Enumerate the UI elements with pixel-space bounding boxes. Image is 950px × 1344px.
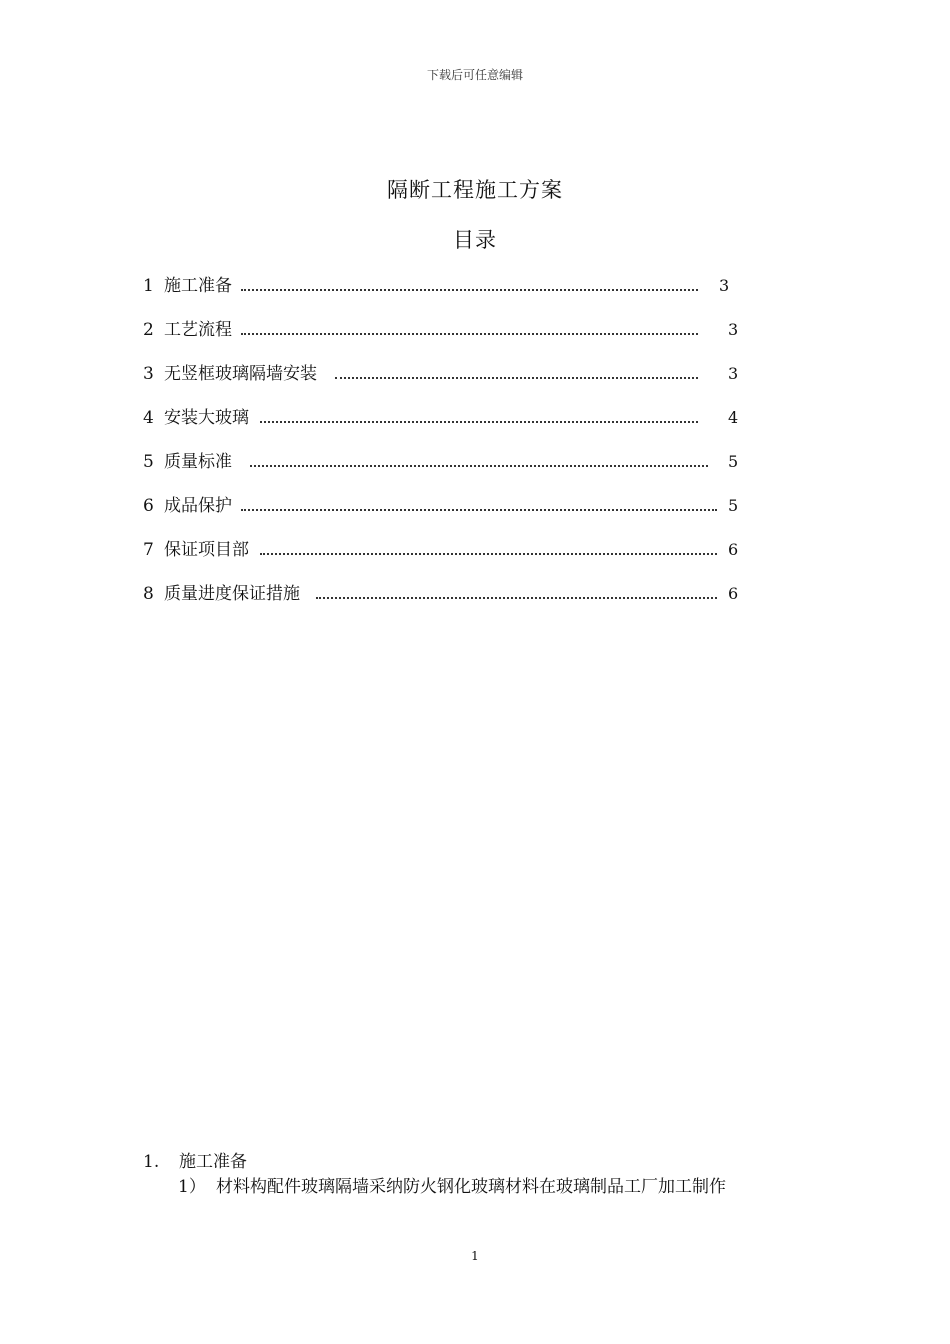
- toc-dot-leader: [241, 289, 698, 291]
- toc-entry[interactable]: [143, 537, 743, 581]
- toc-dot-leader: [260, 421, 698, 423]
- toc-entry-page: 6: [728, 540, 739, 559]
- toc-entry-number: 8: [143, 584, 154, 604]
- toc-entry-label: 工艺流程: [164, 320, 232, 340]
- toc-entry-page: 6: [728, 584, 739, 603]
- toc-entry-number: 1: [143, 276, 154, 296]
- toc-entry-page: 3: [728, 364, 739, 383]
- toc-entry[interactable]: [143, 493, 743, 537]
- toc-entry-page: 4: [728, 408, 739, 427]
- toc-entry-number: 3: [143, 364, 154, 384]
- toc-entry[interactable]: [143, 405, 743, 449]
- toc-dot-leader: [260, 553, 717, 555]
- toc-entry[interactable]: [143, 449, 743, 493]
- toc-entry-label: 保证项目部: [164, 540, 249, 560]
- toc-dot-leader: [241, 333, 698, 335]
- toc-entry-number: 6: [143, 496, 154, 516]
- document-title: 隔断工程施工方案: [387, 178, 563, 202]
- toc-entry-label: 质量标准: [164, 452, 232, 472]
- toc-dot-leader: [316, 597, 717, 599]
- toc-entry[interactable]: [143, 581, 743, 625]
- toc-entry-label: 无竖框玻璃隔墙安装: [164, 364, 317, 384]
- toc-entry-page: 5: [728, 452, 739, 471]
- toc-entry-number: 7: [143, 540, 154, 560]
- page-number: 1: [471, 1249, 479, 1263]
- toc-dot-leader: [250, 465, 708, 467]
- toc-entry-label: 施工准备: [164, 276, 232, 296]
- toc-entry-page: 5: [728, 496, 739, 515]
- section-title: 施工准备: [179, 1152, 247, 1172]
- list-item-text: 材料构配件玻璃隔墙采纳防火钢化玻璃材料在玻璃制品工厂加工制作: [216, 1177, 726, 1197]
- toc-entry-number: 4: [143, 408, 154, 428]
- toc-entry-label: 成品保护: [164, 496, 232, 516]
- toc-entry-page: 3: [728, 320, 739, 339]
- toc-entry-label: 质量进度保证措施: [164, 584, 300, 604]
- toc-entry[interactable]: [143, 317, 743, 361]
- toc-entry-label: 安装大玻璃: [164, 408, 249, 428]
- table-of-contents: [143, 273, 743, 625]
- toc-entry-number: 5: [143, 452, 154, 472]
- toc-entry-number: 2: [143, 320, 154, 340]
- toc-dot-leader: [335, 377, 698, 379]
- section-number: 1.: [143, 1152, 160, 1172]
- toc-entry[interactable]: [143, 361, 743, 405]
- page-header: 下载后可任意编辑: [426, 68, 523, 82]
- toc-entry[interactable]: [143, 273, 743, 317]
- toc-dot-leader: [241, 509, 717, 511]
- list-item-number: 1）: [178, 1177, 206, 1197]
- toc-heading: 目录: [453, 228, 497, 252]
- toc-entry-page: 3: [719, 276, 730, 295]
